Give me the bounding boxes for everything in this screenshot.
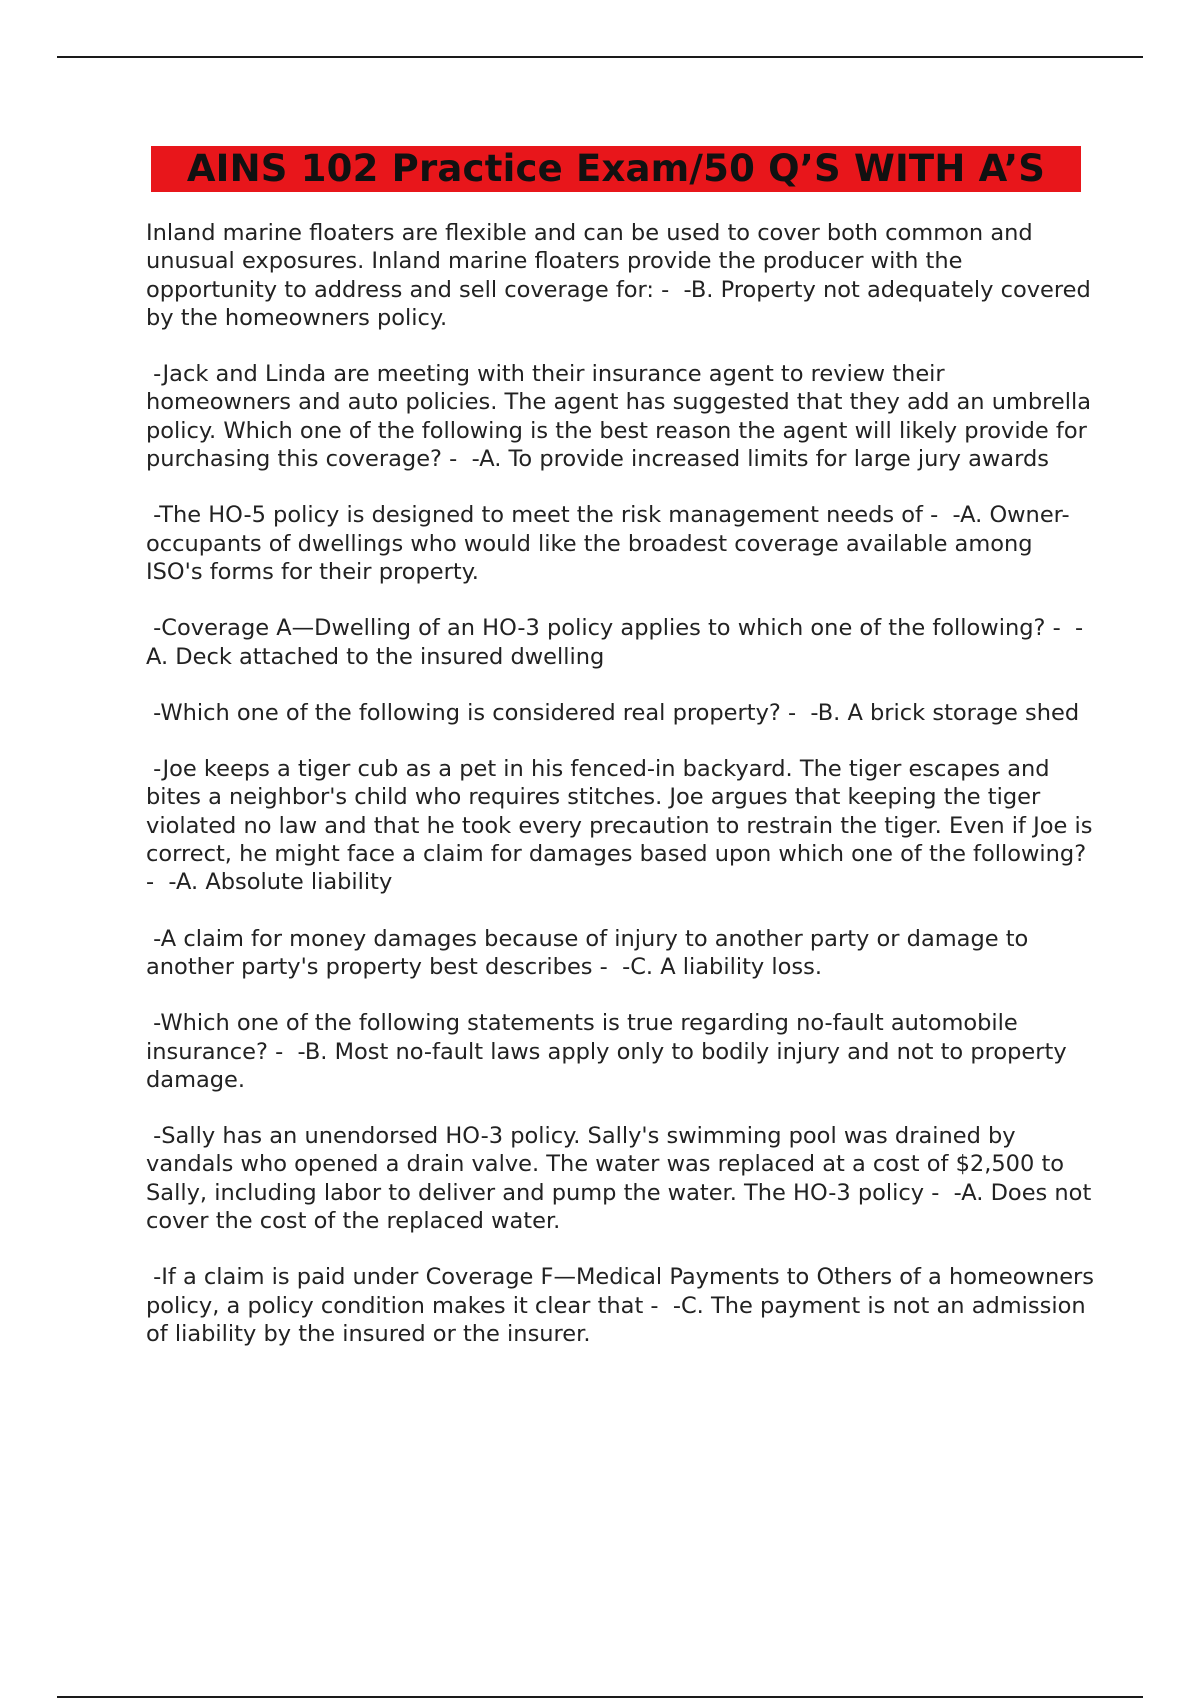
question-answer-item: -Which one of the following statements is true regarding no-fault automobile insurance? - -B. Most no-fault laws apply only to bodily injury and not to property damage. — [146, 1010, 1074, 1093]
question-list — [146, 219, 1102, 1376]
top-divider — [57, 56, 1143, 58]
question-answer-item: -Sally has an unendorsed HO-3 policy. Sally's swimming pool was drained by vandals who opened a drain valve. The water was replaced at a cost of $2,500 to Sally, including labor to deliver and pump the water. The HO-3 policy - -A. Does not cover the cost of the replaced water. — [146, 1123, 1099, 1235]
question-answer-item: -A claim for money damages because of injury to another party or damage to another party's property best describes - -C. A liability loss. — [146, 925, 1036, 980]
document-title: AINS 102 Practice Exam/50 Q’S WITH A’S — [186, 147, 1046, 190]
question-answer-item: Inland marine floaters are flexible and can be used to cover both common and unusual exposures. Inland marine floaters provide the producer with the opportunity to address and sell coverage for: - -B. Property not adequately covered by the homeowners policy. — [146, 220, 1098, 331]
question-answer-item: -Jack and Linda are meeting with their insurance agent to review their homeowners and auto policies. The agent has suggested that they add an umbrella policy. Which one of the following is the best reason the agent will likely provide for purchasing this coverage? - -A. To provide increased limits for large jury awards — [146, 361, 1099, 473]
question-answer-item: -Joe keeps a tiger cub as a pet in his fenced-in backyard. The tiger escapes and bites a neighbor's child who requires stitches. Joe argues that keeping the tiger violated no law and that he took every precaution to restrain the tiger. Even if Joe is correct, he might face a claim for damages based upon which one of the following? - -A. Absolute liability — [146, 756, 1100, 896]
bottom-divider — [57, 1696, 1143, 1698]
question-answer-item: -Which one of the following is considered real property? - -B. A brick storage shed — [146, 699, 1080, 726]
question-answer-item: -Coverage A—Dwelling of an HO-3 policy applies to which one of the following? - -A. Deck attached to the insured dwelling — [146, 615, 1084, 670]
question-answer-item: -If a claim is paid under Coverage F—Medical Payments to Others of a homeowners policy, a policy condition makes it clear that - -C. The payment is not an admission of liability by the insured or the insurer. — [146, 1264, 1102, 1347]
title-highlight — [151, 146, 1081, 192]
question-answer-item: -The HO-5 policy is designed to meet the risk management needs of - -A. Owner-occupants of dwellings who would like the broadest coverage available among ISO's forms for their property. — [146, 502, 1070, 585]
